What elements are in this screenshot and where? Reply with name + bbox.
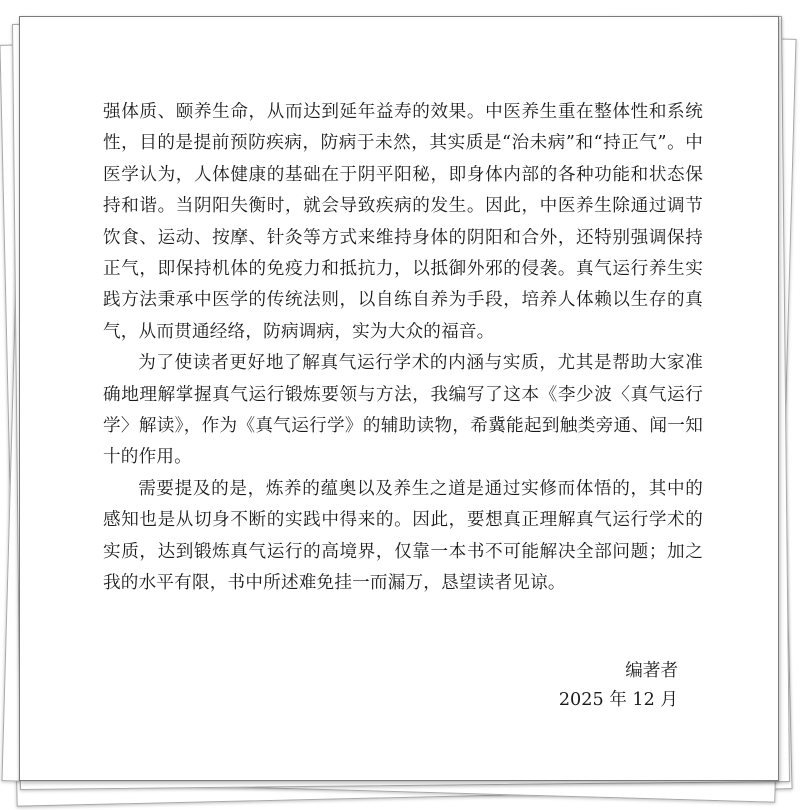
paragraph-1: 强体质、颐养生命，从而达到延年益寿的效果。中医养生重在整体性和系统性，目的是提前预防疾病，防病于未然，其实质是“治未病”和“持正气”。中医学认为，人体健康的基础在于阴平阳秘，即身体内部的各种功能和状态保持和谐。当阴阳失衡时，就会导致疾病的发生。因此，中医养生除通过调节饮食、运动、按摩、针灸等方式来维持身体的阴阳和合外，还特别强调保持正气，即保持机体的免疫力和抵抗力，以抵御外邪的侵袭。真气运行养生实践方法秉承中医学的传统法则，以自练自养为手段，培养人体赖以生存的真气，从而贯通经络，防病调病，实为大众的福音。: [103, 102, 703, 342]
document-page: [19, 16, 779, 781]
paragraph-2: 为了使读者更好地了解真气运行学术的内涵与实质，尤其是帮助大家准确地理解掌握真气运行锻炼要领与方法，我编写了这本《李少波〈真气运行学〉解读》，作为《真气运行学》的辅助读物，希冀能起到触类旁通、闻一知十的作用。: [103, 353, 703, 468]
paragraph-3: 需要提及的是，炼养的蕴奥以及养生之道是通过实修而体悟的，其中的感知也是从切身不断的实践中得来的。因此，要想真正理解真气运行学术的实质，达到锻炼真气运行的高境界，仅靠一本书不可能解决全部问题；加之我的水平有限，书中所述难免挂一而漏万，恳望读者见谅。: [103, 478, 703, 594]
signature-author: 编著者: [625, 661, 678, 681]
document-body: [103, 97, 703, 600]
signature-date: 2025 年 12 月: [558, 690, 678, 710]
